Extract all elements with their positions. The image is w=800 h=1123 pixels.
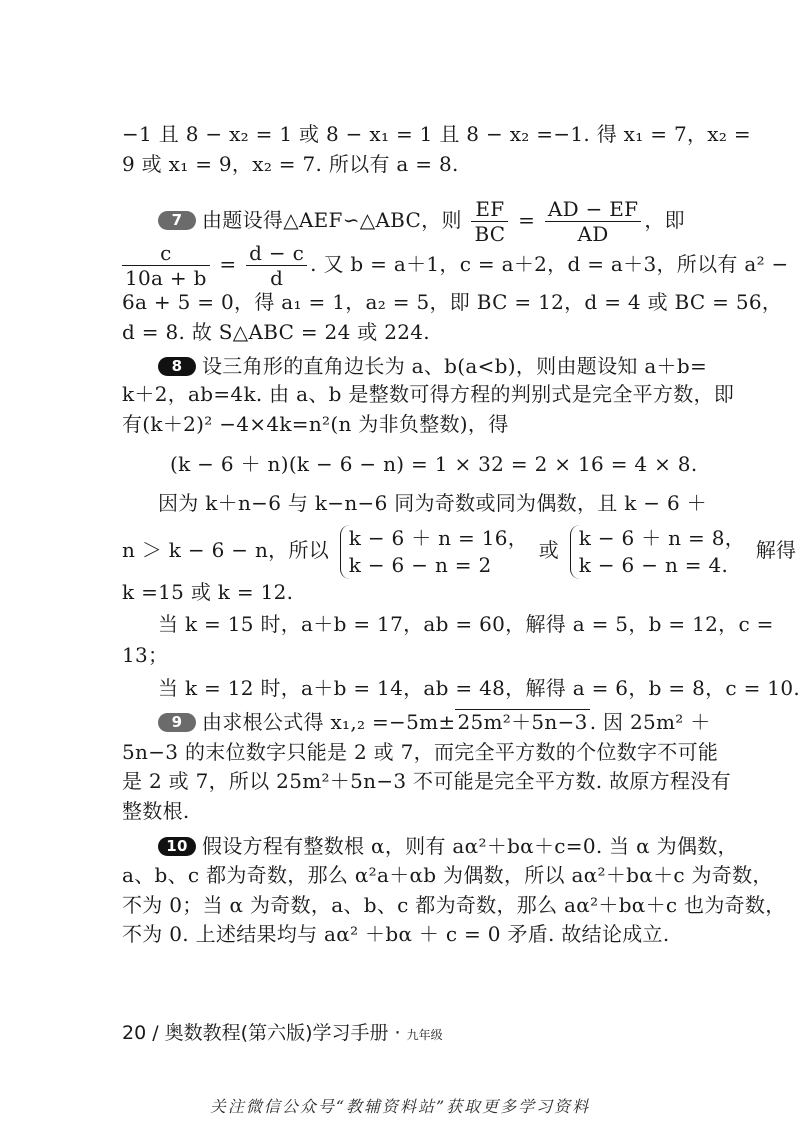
square-root: 25m²＋5n−3 bbox=[457, 710, 588, 734]
text-line: k＋2，ab=4k. 由 a、b 是整数可得方程的判别式是完全平方数，即 bbox=[122, 382, 735, 406]
text-line: 是 2 或 7，所以 25m²＋5n−3 不可能是完全平方数. 故原方程没有 bbox=[122, 769, 731, 793]
text-line: 5n−3 的末位数字只能是 2 或 7，而完全平方数的个位数字不可能 bbox=[122, 740, 719, 764]
system-line bbox=[122, 520, 797, 580]
problem-10-line bbox=[158, 832, 738, 860]
book-title: 奥数教程(第六版)学习手册 · bbox=[164, 1022, 401, 1044]
problem-8-line bbox=[158, 352, 708, 380]
system-equation: k − 6 ＋ n = 16， bbox=[348, 525, 529, 550]
text-span: 由求根公式得 x₁,₂ =−5m± bbox=[202, 710, 456, 734]
fraction-numerator: EF bbox=[471, 197, 508, 222]
text-span: 假设方程有整数根 α，则有 aα²＋bα＋c=0. 当 α 为偶数， bbox=[202, 834, 738, 858]
equation-system bbox=[570, 525, 745, 579]
text-span: 设三角形的直角边长为 a、b(a<b)，则由题设知 a＋b= bbox=[202, 354, 708, 378]
problem-number-badge: 7 bbox=[158, 211, 196, 230]
fraction-denominator: AD bbox=[577, 222, 609, 246]
system-equation: k − 6 − n = 2 bbox=[348, 552, 492, 577]
text-line: 整数根. bbox=[122, 799, 190, 823]
problem-number-badge: 9 bbox=[158, 713, 196, 732]
page-footer bbox=[122, 1020, 443, 1048]
text-line: 有(k＋2)² −4×4k=n²(n 为非负整数)，得 bbox=[122, 412, 509, 436]
text-line: 不为 0；当 α 为奇数，a、b、c 都为奇数，那么 aα²＋bα＋c 也为奇数， bbox=[122, 893, 786, 917]
text-line: d = 8. 故 S△ABC = 24 或 224. bbox=[122, 320, 430, 344]
text-line: 当 k = 12 时，a＋b = 14，ab = 48，解得 a = 6，b = 8，c = 10. bbox=[158, 676, 800, 700]
text-span: 解得 bbox=[755, 538, 797, 562]
equation-system bbox=[340, 525, 528, 579]
fraction-denominator: 10a + b bbox=[125, 266, 207, 290]
equation-line: (k − 6 ＋ n)(k − 6 − n) = 1 × 32 = 2 × 16 = 4 × 8. bbox=[170, 452, 698, 476]
text-span: 由题设得△AEF∽△ABC，则 bbox=[202, 208, 462, 232]
fraction bbox=[246, 241, 307, 290]
problem-number-badge: 10 bbox=[158, 837, 196, 856]
text-line: 因为 k＋n−6 与 k−n−6 同为奇数或同为偶数，且 k − 6 ＋ bbox=[158, 491, 707, 515]
text-span: . 又 b = a＋1，c = a＋2，d = a＋3，所以有 a² − bbox=[310, 252, 789, 276]
text-line: a、b、c 都为奇数，那么 α²a＋αb 为偶数，所以 aα²＋bα＋c 为奇数， bbox=[122, 863, 773, 887]
equals-sign: = bbox=[219, 252, 237, 276]
watermark-text: 关注微信公众号“教辅资料站”获取更多学习资料 bbox=[209, 1097, 591, 1116]
system-equation: k − 6 − n = 4. bbox=[578, 552, 729, 577]
fraction-denominator: BC bbox=[474, 222, 506, 246]
text-line: 13； bbox=[122, 643, 169, 667]
text-line: 9 或 x₁ = 9，x₂ = 7. 所以有 a = 8. bbox=[122, 152, 459, 176]
grade-label: 九年级 bbox=[406, 1028, 443, 1042]
text-line: 6a + 5 = 0，得 a₁ = 1，a₂ = 5，即 BC = 12，d = 4 或 BC = 56， bbox=[122, 290, 783, 314]
problem-9-line bbox=[158, 708, 711, 736]
fraction bbox=[122, 241, 210, 290]
text-line: 当 k = 15 时，a＋b = 17，ab = 60，解得 a = 5，b = 12，c = bbox=[158, 612, 774, 636]
problem-number-badge: 8 bbox=[158, 357, 196, 376]
fraction-numerator: AD − EF bbox=[545, 197, 642, 222]
text-span: . 因 25m² ＋ bbox=[589, 710, 711, 734]
text-span: ，即 bbox=[644, 208, 685, 232]
equals-sign: = bbox=[518, 208, 536, 232]
text-line: −1 且 8 − x₂ = 1 或 8 − x₁ = 1 且 8 − x₂ =−1. 得 x₁ = 7，x₂ = bbox=[122, 122, 751, 146]
text-span: 或 bbox=[538, 538, 560, 562]
page-number: 20 / bbox=[122, 1022, 159, 1044]
fraction-numerator: c bbox=[122, 241, 210, 266]
text-span: n ＞ k − 6 − n，所以 bbox=[122, 538, 330, 562]
fraction-denominator: d bbox=[270, 266, 284, 290]
text-line bbox=[122, 238, 789, 290]
fraction-numerator: d − c bbox=[246, 241, 307, 266]
system-equation: k − 6 ＋ n = 8， bbox=[578, 525, 746, 550]
text-line: 不为 0. 上述结果均与 aα² ＋bα ＋ c = 0 矛盾. 故结论成立. bbox=[122, 922, 670, 946]
text-line: k =15 或 k = 12. bbox=[122, 580, 294, 604]
